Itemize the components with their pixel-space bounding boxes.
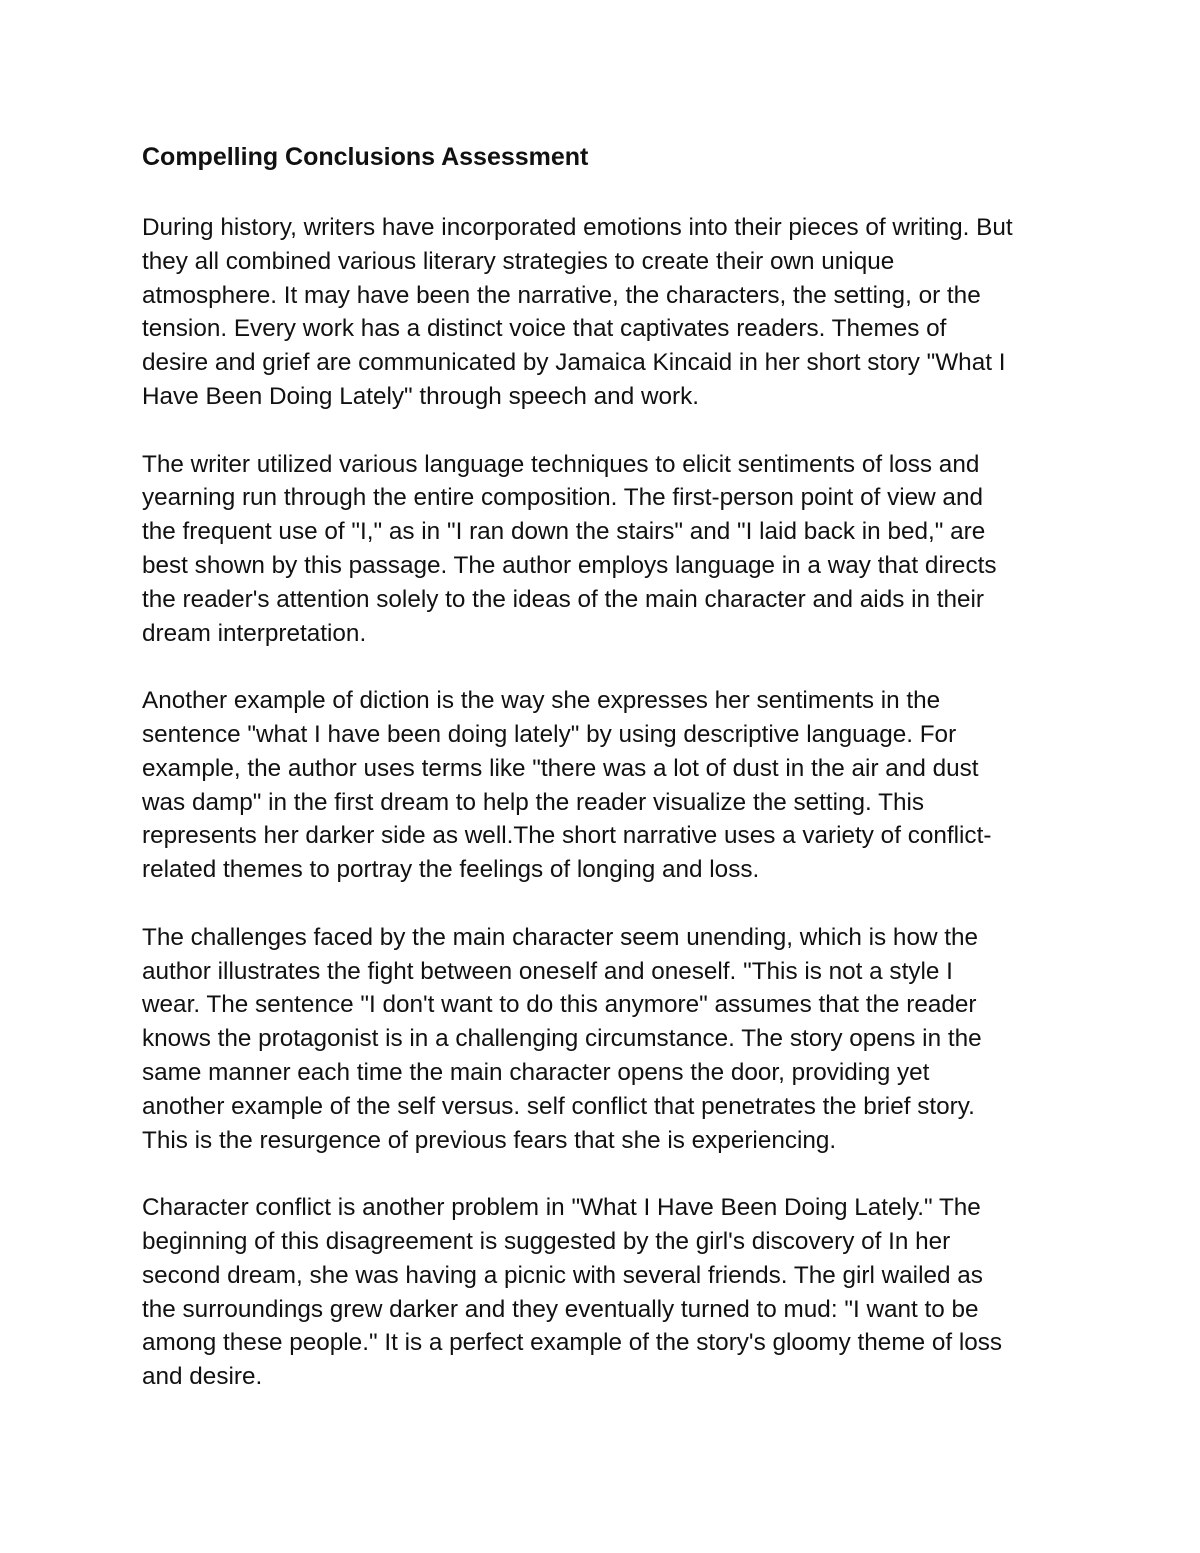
spacer	[142, 177, 1072, 211]
document-title: Compelling Conclusions Assessment	[142, 143, 589, 171]
text-line: sentence "what I have been doing lately" by using descriptive language. For	[142, 720, 957, 748]
text-line: During history, writers have incorporated emotions into their pieces of writing. But	[142, 214, 1013, 241]
text-line: represents her darker side as well.The short narrative uses a variety of conflict-	[142, 822, 992, 850]
text-line: example, the author uses terms like "there was a lot of dust in the air and dust	[142, 754, 979, 782]
spacer	[142, 887, 1072, 921]
text-line: Another example of diction is the way she expresses her sentiments in the	[142, 687, 941, 715]
text-line: another example of the self versus. self conflict that penetrates the brief story.	[142, 1092, 975, 1120]
text-line: atmosphere. It may have been the narrative, the characters, the setting, or the	[142, 281, 981, 309]
text-line: best shown by this passage. The author employs language in a way that directs	[142, 551, 997, 579]
text-line: among these people." It is a perfect example of the story's gloomy theme of loss	[142, 1329, 1003, 1357]
text-line: This is the resurgence of previous fears that she is experiencing.	[142, 1126, 837, 1154]
text-line: The challenges faced by the main character seem unending, which is how the	[142, 923, 979, 951]
text-line: related themes to portray the feelings of longing and loss.	[142, 856, 760, 884]
text-line: the surroundings grew darker and they eventually turned to mud: "I want to be	[142, 1295, 979, 1323]
text-line: and desire.	[142, 1363, 263, 1391]
spacer	[142, 650, 1072, 684]
text-line: they all combined various literary strategies to create their own unique	[142, 247, 895, 275]
spacer	[142, 1157, 1072, 1191]
text-line: knows the protagonist is in a challenging circumstance. The story opens in the	[142, 1025, 982, 1053]
paragraph-3	[142, 684, 1072, 887]
paragraph-2	[142, 448, 1072, 651]
text-line: The writer utilized various language techniques to elicit sentiments of loss and	[142, 450, 980, 478]
paragraph-4	[142, 921, 1072, 1158]
text-line: desire and grief are communicated by Jamaica Kincaid in her short story "What I	[142, 349, 1006, 377]
paragraph-5	[142, 1191, 1072, 1394]
document-body	[142, 137, 1072, 1394]
text-line: the reader's attention solely to the ideas of the main character and aids in their	[142, 585, 985, 613]
paragraph-1	[142, 211, 1072, 414]
text-line: tension. Every work has a distinct voice that captivates readers. Themes of	[142, 315, 947, 343]
spacer	[142, 414, 1072, 448]
text-line: second dream, she was having a picnic with several friends. The girl wailed as	[142, 1261, 983, 1289]
text-line: was damp" in the first dream to help the reader visualize the setting. This	[142, 788, 925, 816]
text-line: dream interpretation.	[142, 619, 367, 647]
text-line: wear. The sentence "I don't want to do this anymore" assumes that the reader	[142, 991, 977, 1019]
text-line: yearning run through the entire composition. The first-person point of view and	[142, 484, 983, 512]
text-line: Have Been Doing Lately" through speech and work.	[142, 382, 700, 410]
text-line: same manner each time the main character opens the door, providing yet	[142, 1058, 930, 1086]
text-line: the frequent use of "I," as in "I ran down the stairs" and "I laid back in bed," are	[142, 518, 986, 546]
text-line: Character conflict is another problem in "What I Have Been Doing Lately." The	[142, 1194, 981, 1222]
text-line: beginning of this disagreement is suggested by the girl's discovery of In her	[142, 1227, 951, 1255]
text-line: author illustrates the fight between oneself and oneself. "This is not a style I	[142, 957, 953, 985]
